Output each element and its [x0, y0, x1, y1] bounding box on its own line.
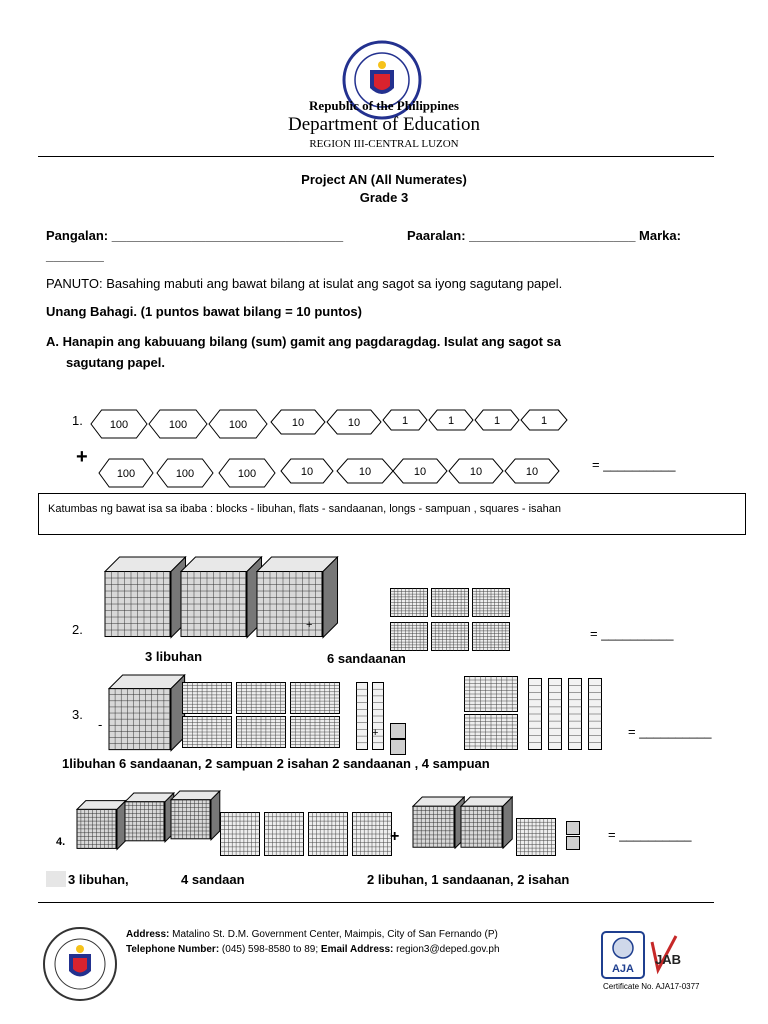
item4-flat-4: [352, 812, 392, 856]
item4-answer-blank[interactable]: = __________: [608, 827, 692, 842]
item2-label-flats: 6 sandaanan: [327, 651, 406, 666]
item2-flat-5: [431, 622, 469, 651]
item1-row1-tile-value-8: 1: [493, 415, 501, 427]
item1-row1-tile-6: [382, 409, 428, 431]
item4-unit-2: [566, 836, 580, 850]
item3-unit-2: [390, 739, 406, 755]
item3-long-5: [568, 678, 582, 750]
item1-row1-tile-4: [270, 409, 326, 435]
item2-block-1: [104, 556, 187, 639]
item1-plus-sign: +: [76, 446, 88, 468]
header-divider: [38, 156, 714, 157]
item1-row1-tile-value-7: 1: [447, 415, 455, 427]
item4-label-right: 2 libuhan, 1 sandaanan, 2 isahan: [367, 872, 570, 887]
item1-row1-tile-7: [428, 409, 474, 431]
item1-row2-tile-value-5: 10: [358, 466, 372, 478]
email-label: Email Address:: [318, 944, 394, 955]
item1-row2-tile-value-1: 100: [116, 468, 136, 480]
item1-row1-tile-value-4: 10: [291, 417, 305, 429]
certification-logo: [600, 930, 690, 986]
item3-flat-2: [236, 682, 286, 714]
legend-box: [38, 493, 746, 535]
item1-row1-tile-3: [208, 409, 268, 439]
item3-unit-1: [390, 723, 406, 739]
item4-marker: [46, 871, 66, 887]
page-title: Project AN (All Numerates): [301, 172, 467, 187]
item3-long-3: [528, 678, 542, 750]
item4-label-blocks: 3 libuhan,: [68, 872, 129, 887]
item3-flat-3: [290, 682, 340, 714]
item4-unit-1: [566, 821, 580, 835]
address-value: Matalino St. D.M. Government Center, Maimpis, City of San Fernando (P): [169, 929, 498, 940]
certificate-number: Certificate No. AJA17-0377: [603, 982, 700, 991]
item3-number: 3.: [72, 707, 83, 722]
republic-heading: Republic of the Philippines: [309, 98, 459, 113]
item1-row1-tile-2: [148, 409, 208, 439]
email-value[interactable]: region3@deped.gov.ph: [393, 944, 500, 955]
instruction-a-line2: sagutang papel.: [66, 355, 165, 370]
item4-label-flats: 4 sandaan: [181, 872, 245, 887]
item1-row1-tile-value-1: 100: [109, 419, 129, 431]
item1-row2-tile-value-8: 10: [525, 466, 539, 478]
score-field[interactable]: ________: [46, 248, 104, 263]
item3-flat-6: [290, 716, 340, 748]
item1-row2-tile-value-3: 100: [237, 468, 257, 480]
item3-answer-blank[interactable]: = __________: [628, 724, 712, 739]
item1-row2-tile-3: [218, 458, 276, 488]
item2-plus-sign: +: [306, 619, 313, 631]
instruction-a-line1: A. Hanapin ang kabuuang bilang (sum) gamit ang pagdaragdag. Isulat ang sagot sa: [46, 334, 562, 349]
item3-flat-7: [464, 676, 518, 712]
department-heading: Department of Education: [287, 114, 481, 135]
aja-logo-text: AJA: [611, 963, 635, 975]
item1-row2-tile-value-2: 100: [175, 468, 195, 480]
item3-block-1: [108, 674, 186, 752]
item1-row2-tile-value-6: 10: [413, 466, 427, 478]
item4-flat-3: [308, 812, 348, 856]
item1-row2-tile-1: [98, 458, 154, 488]
item4-flat-1: [220, 812, 260, 856]
item1-row2-tile-6: [392, 458, 448, 484]
item4-block-3: [170, 790, 221, 841]
item2-flat-1: [390, 588, 428, 617]
item1-number: 1.: [72, 413, 83, 428]
item3-plus-sign: +: [372, 727, 379, 739]
item3-flat-1: [182, 682, 232, 714]
item1-row1-tile-9: [520, 409, 568, 431]
item4-block-1: [76, 790, 127, 860]
footer-deped-seal: [42, 926, 118, 1002]
item4-block-2: [124, 792, 175, 843]
school-field[interactable]: Paaralan: _______________________ Marka:: [407, 228, 681, 243]
item1-row1-tile-value-3: 100: [228, 419, 248, 431]
item1-row2-tile-value-7: 10: [469, 466, 483, 478]
item2-block-3: [256, 556, 339, 639]
phone-value: (045) 598-8580 to 89;: [219, 944, 319, 955]
name-field[interactable]: Pangalan: ________________________________: [46, 228, 344, 243]
item1-row1-tile-1: [90, 409, 148, 439]
item3-long-4: [548, 678, 562, 750]
item1-row2-tile-4: [280, 458, 334, 484]
item1-answer-blank[interactable]: = __________: [592, 457, 676, 472]
directions-text: PANUTO: Basahing mabuti ang bawat bilang at isulat ang sagot sa iyong sagutang papel.: [46, 276, 563, 291]
item2-flat-6: [472, 622, 510, 651]
item4-block-5: [460, 796, 513, 849]
item4-plus-sign: +: [390, 828, 400, 845]
item1-row1-tile-value-5: 10: [347, 417, 361, 429]
item2-flat-2: [431, 588, 469, 617]
item4-flat-2: [264, 812, 304, 856]
item4-number: 4.: [56, 836, 66, 848]
part-heading: Unang Bahagi. (1 puntos bawat bilang = 10 puntos): [46, 304, 362, 319]
item3-long-6: [588, 678, 602, 750]
item1-row2-tile-8: [504, 458, 560, 484]
item3-long-2: [372, 682, 384, 750]
item3-flat-8: [464, 714, 518, 750]
region-heading: REGION III-CENTRAL LUZON: [309, 138, 459, 150]
grade-subtitle: Grade 3: [359, 190, 409, 205]
item4-block-4: [412, 796, 465, 849]
item1-row2-tile-value-4: 10: [300, 466, 314, 478]
footer-divider: [38, 902, 714, 903]
phone-label: Telephone Number:: [126, 944, 220, 955]
address-label: Address:: [126, 929, 170, 940]
item3-flat-4: [182, 716, 232, 748]
item1-row2-tile-7: [448, 458, 504, 484]
item1-row2-tile-2: [156, 458, 214, 488]
legend-text: Katumbas ng bawat isa sa ibaba : blocks - libuhan, flats - sandaanan, longs - sampuan , squares - isahan: [48, 503, 562, 515]
item2-flat-4: [390, 622, 428, 651]
item2-flat-3: [472, 588, 510, 617]
item1-row1-tile-value-2: 100: [168, 419, 188, 431]
item2-block-2: [180, 556, 263, 639]
jab-logo-text: JAB: [654, 952, 682, 967]
item3-flat-5: [236, 716, 286, 748]
item2-label-blocks: 3 libuhan: [145, 649, 203, 664]
item1-row1-tile-value-6: 1: [401, 415, 409, 427]
item2-number: 2.: [72, 622, 83, 637]
item3-label: 1libuhan 6 sandaanan, 2 sampuan 2 isahan 2 sandaanan , 4 sampuan: [62, 756, 490, 771]
item1-row1-tile-8: [474, 409, 520, 431]
item1-row1-tile-value-9: 1: [540, 415, 548, 427]
item2-answer-blank[interactable]: = __________: [590, 626, 674, 641]
footer-address: [126, 929, 498, 940]
item4-flat-5: [516, 818, 556, 856]
item1-row1-tile-5: [326, 409, 382, 435]
footer-contact: [126, 944, 500, 955]
item3-minus-sign: -: [98, 717, 103, 732]
item3-long-1: [356, 682, 368, 750]
item1-row2-tile-5: [336, 458, 394, 484]
